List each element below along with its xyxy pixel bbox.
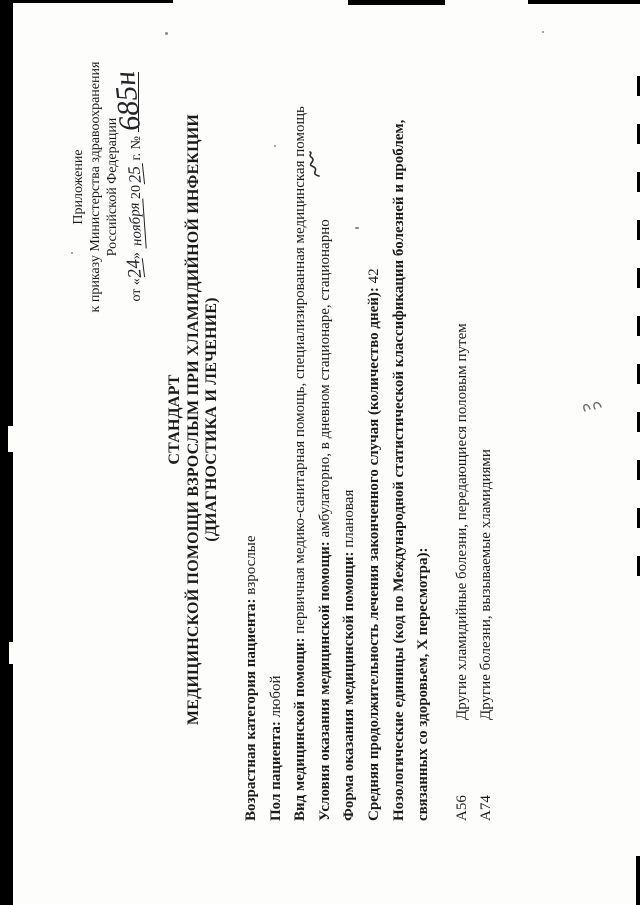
handwritten-month: ноября [127, 199, 146, 250]
handwritten-mark [306, 151, 322, 177]
date-prefix: от « [129, 278, 144, 302]
icd-code-list [450, 6, 499, 821]
field-label: Пол пациента: [267, 721, 284, 821]
scan-border-right [636, 856, 640, 905]
ink-smudge [580, 396, 606, 416]
ink-speck [542, 31, 544, 33]
title-line-1: СТАНДАРТ [166, 374, 183, 465]
field-care-type [288, 6, 313, 821]
header-line-2: к приказу Министерства здравоохранения [88, 61, 103, 313]
field-value: плановая [341, 489, 358, 552]
icd-name: Другие хламидийные болезни, передающиеся половым путем [453, 323, 470, 720]
field-care-conditions [313, 6, 338, 821]
icd-code: А56 [453, 795, 470, 821]
title-line-2: МЕДИЦИНСКОЙ ПОМОЩИ ВЗРОСЛЫМ ПРИ ХЛАМИДИЙНОЙ ИНФЕКЦИИ [184, 113, 202, 726]
icd-name: Другие болезни, вызываемые хламидиями [478, 449, 495, 720]
handwritten-day: 24 [122, 258, 147, 280]
ink-speck [355, 227, 359, 229]
handwritten-year: 25 [124, 165, 145, 185]
scan-border-notch [9, 642, 13, 664]
ink-speck [71, 252, 73, 254]
field-sex [264, 6, 289, 821]
field-value: первичная медико-санитарная помощь, специализированная медицинская помощь [292, 106, 309, 638]
scan-border-top [528, 0, 640, 4]
field-label: связанных со здоровьем, X пересмотра): [415, 547, 432, 821]
title-line-3: (ДИАГНОСТИКА И ЛЕЧЕНИЕ) [203, 297, 221, 542]
field-value: амбулаторно, в дневном стационаре, стационарно [316, 219, 333, 542]
field-value: 42 [365, 268, 382, 288]
icd-code: А74 [478, 795, 495, 821]
code-row [450, 6, 475, 821]
date-year-printed: 20 [129, 185, 144, 200]
date-number-label: г. № [129, 136, 144, 161]
field-label: Условия оказания медицинской помощи: [316, 541, 333, 821]
code-row [474, 6, 499, 821]
field-nosology-2 [411, 6, 436, 821]
field-label: Средняя продолжительность лечения законченного случая (количество дней): [365, 287, 382, 821]
field-label: Вид медицинской помощи: [292, 637, 309, 821]
field-value: любой [267, 675, 284, 722]
scan-border-top [13, 0, 173, 3]
field-care-form [337, 6, 362, 821]
handwritten-order-number [107, 70, 148, 134]
scan-border-left [0, 0, 13, 905]
document-title [166, 0, 222, 839]
field-nosology-1 [387, 6, 412, 821]
body-block [239, 6, 499, 821]
header-line-1: Приложение [71, 149, 86, 225]
field-label: Возрастная категория пациента: [243, 598, 259, 821]
ink-speck [165, 32, 168, 35]
order-number-digits: 685н [107, 70, 148, 134]
header-block [70, 52, 146, 322]
ink-speck [274, 145, 276, 147]
field-avg-duration [362, 6, 387, 821]
field-age-category [239, 6, 264, 821]
header-line-3: Российской Федерации [105, 117, 120, 257]
field-value: взрослые [243, 535, 259, 599]
scan-border-notch [8, 426, 13, 452]
field-label: Форма оказания медицинской помощи: [341, 551, 358, 821]
field-label: Нозологические единицы (код по Международной статистической классификации болезней и проблем, [390, 119, 407, 821]
scan-border-top [348, 0, 445, 5]
date-close-quote: » [129, 252, 144, 260]
